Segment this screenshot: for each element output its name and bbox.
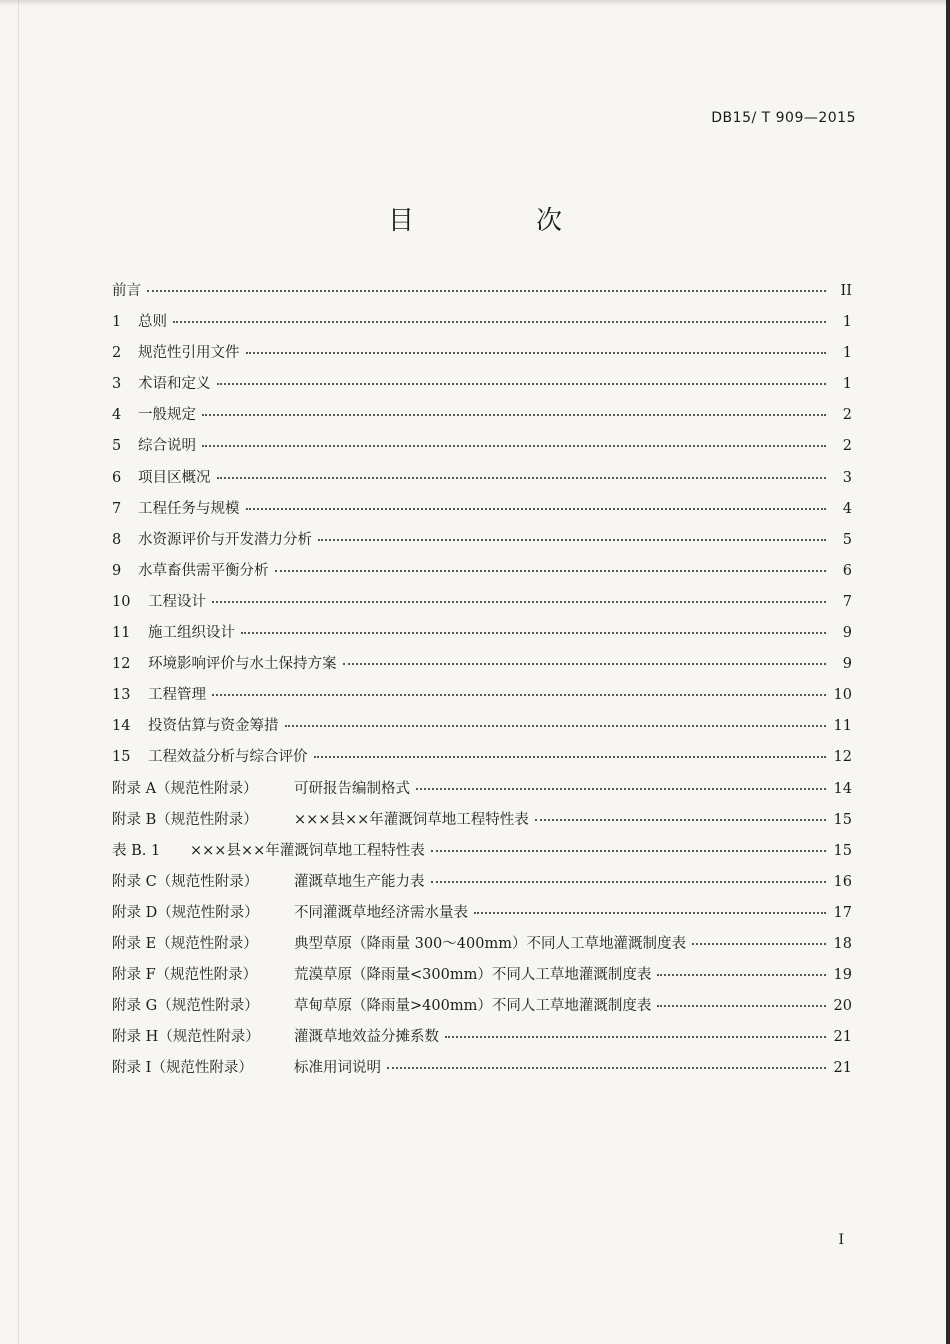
toc-entry-label: ×××县××年灌溉饲草地工程特性表: [294, 811, 529, 828]
toc-entry-label: 灌溉草地效益分摊系数: [294, 1029, 439, 1046]
toc-entry-12[interactable]: [112, 652, 852, 683]
toc-entry-label: 一般规定: [138, 407, 196, 424]
toc-entry-page: 21: [833, 1029, 852, 1046]
toc-entry-page: 17: [833, 904, 852, 921]
toc-leader-dots: [314, 756, 827, 758]
toc-leader-dots: [212, 601, 826, 603]
toc-leader-dots: [246, 352, 827, 354]
toc-entry-number: 2: [112, 345, 122, 362]
toc-entry-6[interactable]: [112, 466, 852, 497]
toc-entry-number: 1: [112, 314, 122, 331]
toc-leader-dots: [202, 414, 826, 416]
toc-entry-4[interactable]: [112, 403, 852, 434]
toc-entry-label: 工程任务与规模: [138, 500, 240, 517]
toc-entry-number: 6: [112, 469, 122, 486]
toc-entry-number: 附录 H（规范性附录）: [112, 1029, 260, 1046]
toc-entry-page: 5: [842, 531, 852, 548]
toc-leader-dots: [387, 1067, 826, 1069]
toc-entry-1[interactable]: [112, 310, 852, 341]
toc-leader-dots: [343, 663, 827, 665]
toc-leader-dots: [416, 788, 826, 790]
toc-entry-number: 11: [112, 625, 131, 642]
toc-entry-page: 16: [833, 873, 852, 890]
toc-leader-dots: [318, 539, 826, 541]
toc-entry-13[interactable]: [112, 683, 852, 714]
toc-entry-page: 9: [842, 656, 852, 673]
toc-entry-number: 附录 I（规范性附录）: [112, 1060, 253, 1077]
toc-entry-8[interactable]: [112, 528, 852, 559]
toc-entry-page: 2: [842, 407, 852, 424]
toc-entry-page: 19: [833, 967, 852, 984]
toc-entry-14[interactable]: [112, 714, 852, 745]
toc-entry-label: 环境影响评价与水土保持方案: [148, 656, 337, 673]
toc-entry-appendix-h[interactable]: [112, 1025, 852, 1056]
toc-entry-page: 1: [842, 345, 852, 362]
toc-entry-page: 9: [842, 625, 852, 642]
toc-entry-label: 术语和定义: [138, 376, 211, 393]
toc-leader-dots: [212, 694, 826, 696]
toc-entry-7[interactable]: [112, 497, 852, 528]
toc-leader-dots: [431, 881, 827, 883]
toc-entry-page: 7: [842, 593, 852, 610]
toc-entry-number: 附录 F（规范性附录）: [112, 967, 258, 984]
toc-leader-dots: [217, 477, 827, 479]
toc-entry-page: 1: [842, 376, 852, 393]
toc-entry-page: 2: [842, 438, 852, 455]
toc-entry-foreword[interactable]: [112, 279, 852, 310]
toc-entry-number: 附录 B（规范性附录）: [112, 811, 258, 828]
toc-entry-page: 3: [842, 469, 852, 486]
toc-entry-number: 10: [112, 593, 131, 610]
toc-leader-dots: [692, 943, 826, 945]
toc-entry-label: 可研报告编制格式: [294, 780, 410, 797]
toc-leader-dots: [275, 570, 827, 572]
toc-entry-label: 不同灌溉草地经济需水量表: [294, 904, 468, 921]
toc-entry-page: 1: [842, 314, 852, 331]
toc-entry-15[interactable]: [112, 745, 852, 776]
toc-entry-table-b1[interactable]: [112, 839, 852, 870]
toc-entry-label: ×××县××年灌溉饲草地工程特性表: [190, 842, 425, 859]
toc-entry-number: 4: [112, 407, 122, 424]
toc-leader-dots: [535, 819, 826, 821]
toc-entry-label: 投资估算与资金筹措: [148, 718, 279, 735]
toc-title: 目 次: [387, 206, 610, 236]
toc-leader-dots: [147, 290, 826, 292]
document-code: DB15/ T 909—2015: [711, 110, 856, 126]
toc-entry-appendix-i[interactable]: [112, 1056, 852, 1087]
toc-entry-label: 规范性引用文件: [138, 345, 240, 362]
toc-entry-page: 15: [833, 842, 852, 859]
toc-entry-page: 11: [833, 718, 852, 735]
toc-leader-dots: [445, 1036, 826, 1038]
toc-entry-page: 10: [833, 687, 852, 704]
toc-entry-9[interactable]: [112, 559, 852, 590]
toc-entry-page: 14: [833, 780, 852, 797]
toc-entry-appendix-e[interactable]: [112, 932, 852, 963]
toc-entry-page: 12: [833, 749, 852, 766]
toc-entry-label: 典型草原（降雨量 300～400mm）不同人工草地灌溉制度表: [294, 935, 686, 952]
toc-entry-number: 表 B. 1: [112, 842, 161, 859]
toc-entry-appendix-c[interactable]: [112, 870, 852, 901]
toc-entry-number: 15: [112, 749, 131, 766]
toc-entry-number: 7: [112, 500, 122, 517]
toc-entry-3[interactable]: [112, 372, 852, 403]
toc-entry-label: 水资源评价与开发潜力分析: [138, 531, 312, 548]
toc-entry-10[interactable]: [112, 590, 852, 621]
toc-entry-appendix-f[interactable]: [112, 963, 852, 994]
toc-entry-page: 6: [842, 562, 852, 579]
toc-leader-dots: [217, 383, 827, 385]
toc-leader-dots: [474, 912, 826, 914]
toc-leader-dots: [241, 632, 826, 634]
toc-entry-label: 工程管理: [148, 687, 206, 704]
toc-entry-page: 18: [833, 935, 852, 952]
toc-entry-label: 水草畜供需平衡分析: [138, 562, 269, 579]
toc-entry-number: 3: [112, 376, 122, 393]
toc-entry-number: 附录 G（规范性附录）: [112, 998, 259, 1015]
toc-entry-label: 工程设计: [148, 593, 206, 610]
toc-leader-dots: [285, 725, 827, 727]
toc-entry-number: 14: [112, 718, 131, 735]
toc-entry-appendix-g[interactable]: [112, 994, 852, 1025]
toc-entry-number: 9: [112, 562, 122, 579]
toc-leader-dots: [202, 445, 826, 447]
toc-entry-11[interactable]: [112, 621, 852, 652]
page-number: I: [838, 1232, 844, 1248]
toc-entry-label: 前言: [112, 283, 141, 299]
toc-entry-number: 12: [112, 656, 131, 673]
toc-entry-number: 附录 A（规范性附录）: [112, 780, 258, 797]
toc-entry-5[interactable]: [112, 434, 852, 465]
toc-entry-number: 附录 E（规范性附录）: [112, 935, 258, 952]
toc-leader-dots: [657, 1005, 826, 1007]
toc-entry-label: 工程效益分析与综合评价: [148, 749, 308, 766]
toc-entry-page: 21: [833, 1060, 852, 1077]
toc-entry-appendix-a[interactable]: [112, 777, 852, 808]
toc-entry-page: 15: [833, 811, 852, 828]
toc-entry-label: 灌溉草地生产能力表: [294, 873, 425, 890]
table-of-contents: [112, 279, 852, 1087]
toc-leader-dots: [246, 508, 827, 510]
toc-entry-number: 8: [112, 531, 122, 548]
toc-entry-label: 总则: [138, 314, 167, 331]
toc-entry-page: II: [840, 283, 852, 299]
toc-entry-label: 施工组织设计: [148, 625, 235, 642]
toc-entry-number: 附录 C（规范性附录）: [112, 873, 259, 890]
toc-entry-page: 20: [833, 998, 852, 1015]
toc-entry-label: 标准用词说明: [294, 1060, 381, 1077]
toc-entry-number: 13: [112, 687, 131, 704]
toc-leader-dots: [431, 850, 826, 852]
toc-entry-page: 4: [842, 500, 852, 517]
toc-entry-appendix-d[interactable]: [112, 901, 852, 932]
toc-entry-label: 综合说明: [138, 438, 196, 455]
toc-entry-label: 荒漠草原（降雨量<300mm）不同人工草地灌溉制度表: [294, 967, 652, 984]
toc-entry-label: 草甸草原（降雨量>400mm）不同人工草地灌溉制度表: [294, 998, 652, 1015]
toc-entry-number: 5: [112, 438, 122, 455]
toc-leader-dots: [657, 974, 826, 976]
toc-entry-2[interactable]: [112, 341, 852, 372]
toc-entry-label: 项目区概况: [138, 469, 211, 486]
toc-entry-appendix-b[interactable]: [112, 808, 852, 839]
toc-entry-number: 附录 D（规范性附录）: [112, 904, 259, 921]
toc-leader-dots: [173, 321, 826, 323]
page-top-shadow: [0, 0, 950, 6]
